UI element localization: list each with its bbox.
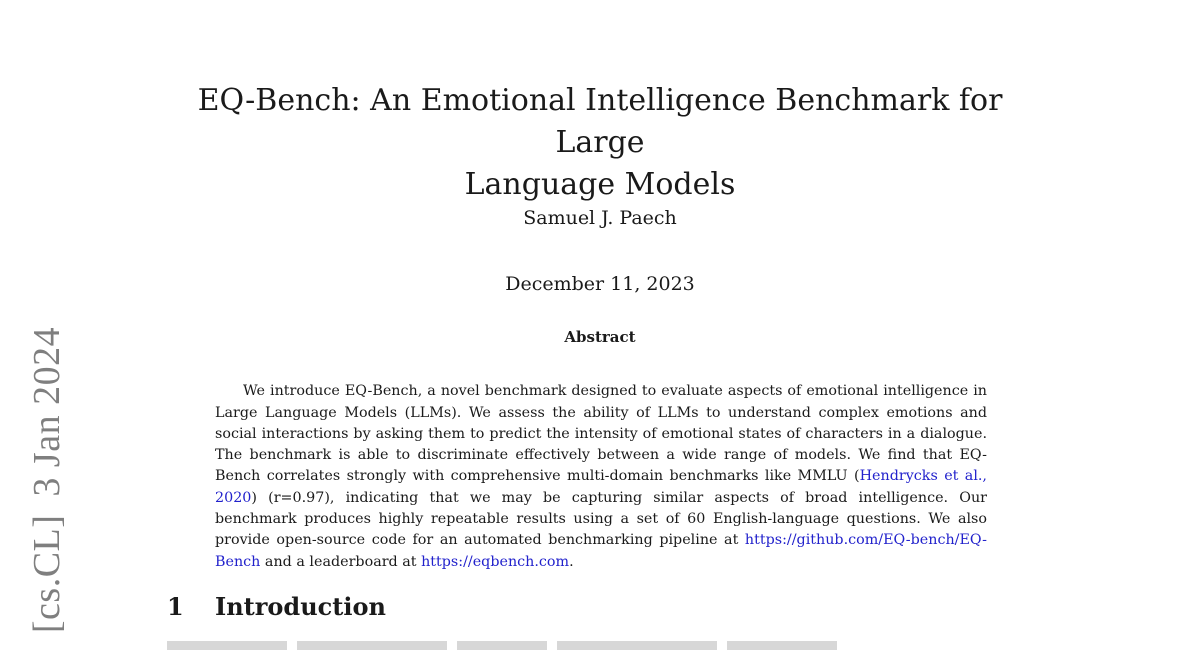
abstract-body (215, 381, 987, 573)
github-link[interactable]: https://github.com/EQ-bench/EQ-Bench (215, 532, 987, 570)
paper-title-line-1: EQ-Bench: An Emotional Intelligence Benchmark for Large (197, 83, 1003, 160)
section-title: Introduction (215, 592, 386, 621)
cropped-text-line (167, 640, 927, 650)
section-number: 1 (167, 592, 184, 621)
paper-date: December 11, 2023 (505, 273, 695, 295)
abstract-text-1: We introduce EQ-Bench, a novel benchmark designed to evaluate aspects of emotional intelligence in Large Language Models (LLMs). We assess the ability of LLMs to understand complex emotions and social interactions by asking them to predict the intensity of emotional states of characters in a dialogue. The benchmark is able to discriminate effectively between a wide range of models. We find that EQ-Bench correlates strongly with comprehensive multi-domain benchmarks like MMLU ( (215, 383, 987, 485)
arxiv-stamp (25, 327, 69, 633)
paper-title (150, 80, 1050, 206)
paper-author: Samuel J. Paech (523, 207, 677, 229)
abstract-text-2: ) (r=0.97), indicating that we may be capturing similar aspects of broad intelligence. Our benchmark produces highly repeatable results using a set of 60 English-language questions. We also provide open-source code for an automated benchmarking pipeline at (215, 489, 987, 549)
paper-title-line-2: Language Models (464, 167, 736, 202)
section-heading (167, 592, 386, 621)
citation-link[interactable]: Hendrycks et al., 2020 (215, 468, 987, 506)
abstract-text-4: . (569, 553, 574, 570)
arxiv-date: 3 Jan 2024 (26, 326, 68, 497)
abstract-heading: Abstract (564, 328, 636, 346)
abstract-text-3: and a leaderboard at (260, 553, 422, 570)
leaderboard-link[interactable]: https://eqbench.com (421, 553, 570, 570)
arxiv-category: [cs.CL] (26, 514, 68, 634)
